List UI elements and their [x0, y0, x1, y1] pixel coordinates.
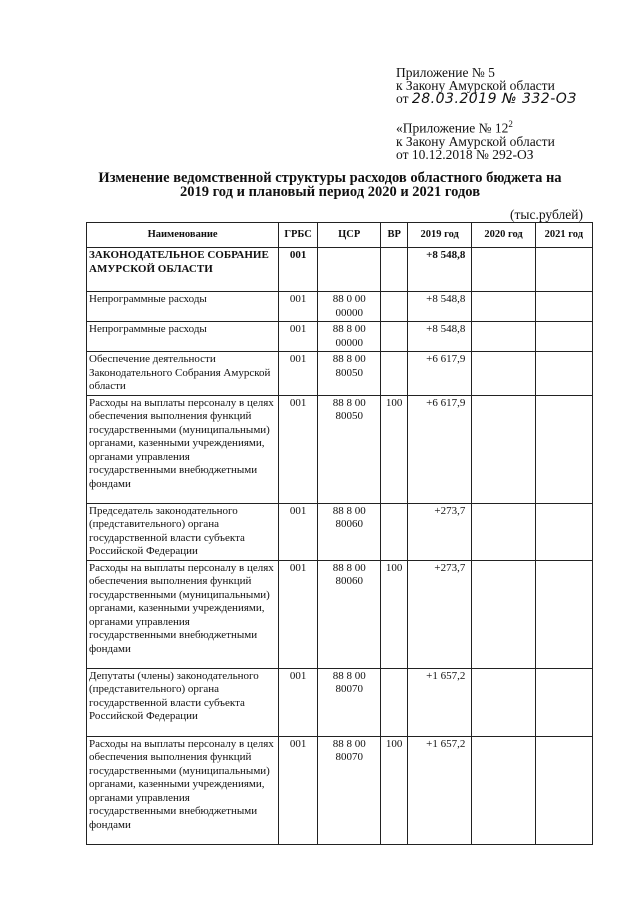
original-appendix-number: «Приложение № $12^2$: [396, 119, 513, 136]
cell-2019: +273,7: [407, 560, 471, 668]
cell-csr: 88 0 00 00000: [318, 292, 381, 322]
cell-2020: [472, 248, 535, 292]
table-row: [87, 503, 593, 560]
cell-grbs: 001: [279, 322, 318, 352]
table-row: [87, 248, 593, 292]
cell-csr: 88 8 00 80070: [318, 736, 381, 844]
cell-2020: [472, 352, 535, 396]
cell-name: Непрограммные расходы: [87, 292, 279, 322]
cell-2019: +273,7: [407, 503, 471, 560]
cell-2020: [472, 503, 535, 560]
cell-vr: [381, 292, 408, 322]
cell-2021: [535, 560, 592, 668]
cell-vr: 100: [381, 736, 408, 844]
header-csr: ЦСР: [318, 223, 381, 248]
cell-2020: [472, 395, 535, 503]
cell-vr: [381, 503, 408, 560]
appendix-date-line: [396, 92, 577, 106]
original-appendix-law: к Закону Амурской области: [396, 133, 555, 149]
document-title: Изменение ведомственной структуры расходов областного бюджета на 2019 год и плановый период 2020 и 2021 годов: [98, 170, 562, 200]
appendix-law: к Закону Амурской области: [396, 78, 555, 93]
cell-csr: [318, 248, 381, 292]
handwritten-date: 28.03.2019 № 332-ОЗ: [411, 91, 577, 107]
cell-name: Расходы на выплаты персоналу в целях обеспечения выполнения функций государственными (муниципальными) органами, казенными учреждениями, органами управления государственными внебюджетными фондами: [87, 736, 279, 844]
original-appendix-reference: [396, 118, 555, 161]
cell-csr: 88 8 00 80050: [318, 352, 381, 396]
cell-2021: [535, 352, 592, 396]
table-row: [87, 395, 593, 503]
header-vr: ВР: [381, 223, 408, 248]
cell-2021: [535, 395, 592, 503]
cell-grbs: 001: [279, 736, 318, 844]
cell-grbs: 001: [279, 668, 318, 736]
cell-vr: [381, 352, 408, 396]
cell-name: ЗАКОНОДАТЕЛЬНОЕ СОБРАНИЕ АМУРСКОЙ ОБЛАСТИ: [87, 248, 279, 292]
cell-vr: 100: [381, 560, 408, 668]
table-row: [87, 352, 593, 396]
table-row: [87, 668, 593, 736]
header-grbs: ГРБС: [279, 223, 318, 248]
cell-2020: [472, 322, 535, 352]
original-appendix-date: от 10.12.2018 № 292-ОЗ: [396, 146, 534, 162]
cell-vr: [381, 668, 408, 736]
cell-grbs: 001: [279, 248, 318, 292]
table-row: [87, 292, 593, 322]
cell-2020: [472, 560, 535, 668]
cell-grbs: 001: [279, 292, 318, 322]
cell-csr: 88 8 00 80060: [318, 560, 381, 668]
cell-2019: +8 548,8: [407, 292, 471, 322]
cell-grbs: 001: [279, 395, 318, 503]
cell-2019: +8 548,8: [407, 248, 471, 292]
cell-2019: +6 617,9: [407, 395, 471, 503]
cell-2019: +1 657,2: [407, 736, 471, 844]
cell-2019: +8 548,8: [407, 322, 471, 352]
table-header-row: [87, 223, 593, 248]
cell-2020: [472, 292, 535, 322]
cell-name: Обеспечение деятельности Законодательного Собрания Амурской области: [87, 352, 279, 396]
cell-name: Непрограммные расходы: [87, 322, 279, 352]
cell-2020: [472, 736, 535, 844]
cell-2021: [535, 248, 592, 292]
header-2019: 2019 год: [407, 223, 471, 248]
header-2020: 2020 год: [472, 223, 535, 248]
cell-vr: 100: [381, 395, 408, 503]
budget-table: [86, 222, 593, 845]
cell-2021: [535, 503, 592, 560]
appendix-date-prefix: от: [396, 91, 412, 106]
table-row: [87, 560, 593, 668]
table-row: [87, 322, 593, 352]
cell-2020: [472, 668, 535, 736]
cell-2021: [535, 736, 592, 844]
cell-csr: 88 8 00 80050: [318, 395, 381, 503]
cell-2021: [535, 322, 592, 352]
header-2021: 2021 год: [535, 223, 592, 248]
appendix-number: Приложение № 5: [396, 65, 495, 80]
cell-name: Председатель законодательного (представительного) органа государственной власти субъекта Российской Федерации: [87, 503, 279, 560]
cell-vr: [381, 322, 408, 352]
cell-grbs: 001: [279, 352, 318, 396]
cell-csr: 88 8 00 80070: [318, 668, 381, 736]
cell-csr: 88 8 00 80060: [318, 503, 381, 560]
appendix-reference: [396, 66, 577, 106]
cell-name: Расходы на выплаты персоналу в целях обеспечения выполнения функций государственными (муниципальными) органами, казенными учреждениями, органами управления государственными внебюджетными фондами: [87, 395, 279, 503]
cell-2019: +1 657,2: [407, 668, 471, 736]
cell-name: Расходы на выплаты персоналу в целях обеспечения выполнения функций государственными (муниципальными) органами, казенными учреждениями, органами управления государственными внебюджетными фондами: [87, 560, 279, 668]
cell-2019: +6 617,9: [407, 352, 471, 396]
header-name: Наименование: [87, 223, 279, 248]
units-label: (тыс.рублей): [510, 207, 583, 222]
cell-name: Депутаты (члены) законодательного (представительного) органа государственной власти субъекта Российской Федерации: [87, 668, 279, 736]
cell-grbs: 001: [279, 560, 318, 668]
cell-csr: 88 8 00 00000: [318, 322, 381, 352]
cell-grbs: 001: [279, 503, 318, 560]
table-row: [87, 736, 593, 844]
cell-2021: [535, 292, 592, 322]
cell-vr: [381, 248, 408, 292]
cell-2021: [535, 668, 592, 736]
